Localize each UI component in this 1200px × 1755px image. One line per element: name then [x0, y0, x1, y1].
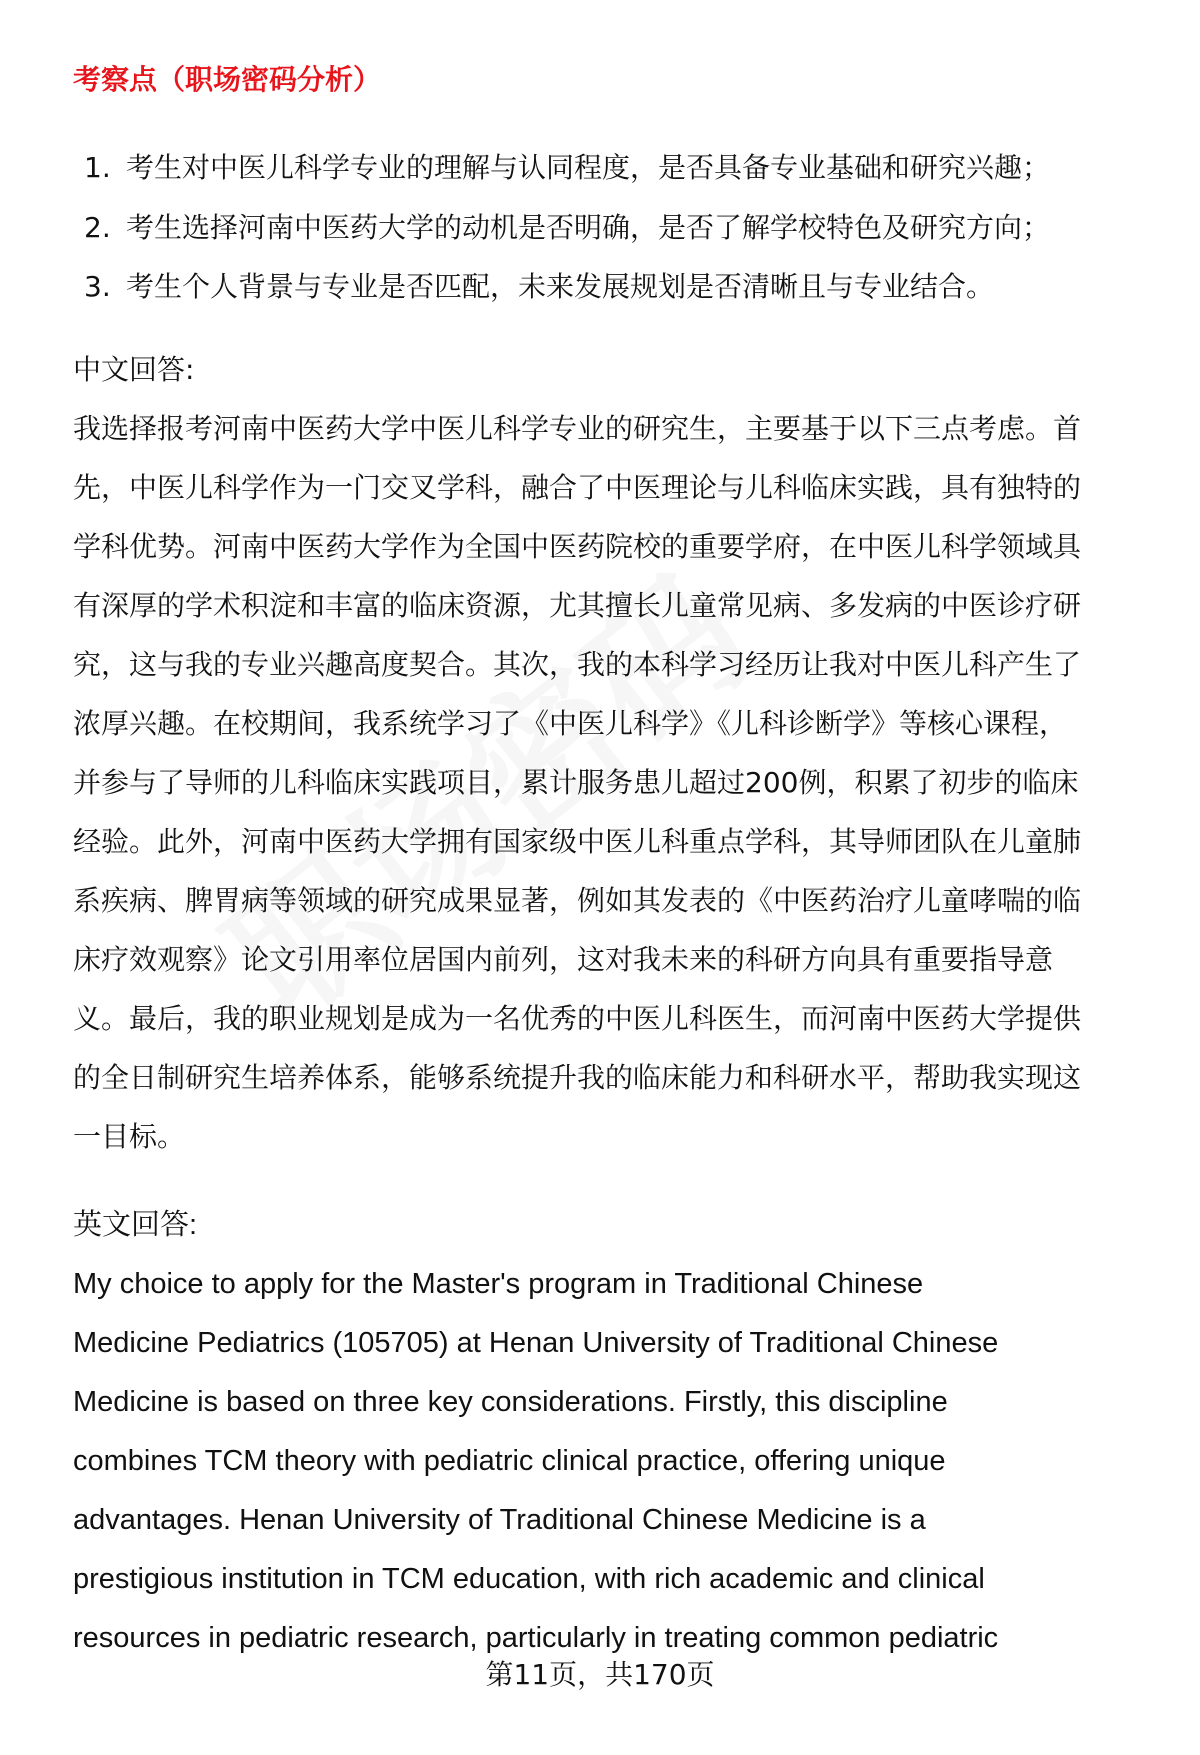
- paragraph-line: 先，中医儿科学作为一门交叉学科，融合了中医理论与儿科临床实践，具有独特的: [73, 471, 1082, 504]
- list-number: 2.: [84, 210, 111, 244]
- list-item: [84, 138, 1050, 198]
- paragraph-line: 一目标。: [73, 1120, 186, 1153]
- paragraph-line: 经验。此外，河南中医药大学拥有国家级中医儿科重点学科，其导师团队在儿童肺: [73, 825, 1082, 858]
- list-text: 考生选择河南中医药大学的动机是否明确，是否了解学校特色及研究方向；: [126, 210, 1051, 244]
- paragraph-line: combines TCM theory with pediatric clinical practice, offering unique: [73, 1445, 946, 1477]
- paragraph-line: 系疾病、脾胃病等领域的研究成果显著，例如其发表的《中医药治疗儿童哮喘的临: [73, 884, 1082, 917]
- page-number: 第11页，共170页: [485, 1658, 715, 1691]
- paragraph-line: 床疗效观察》论文引用率位居国内前列，这对我未来的科研方向具有重要指导意: [73, 943, 1054, 976]
- list-item: [84, 198, 1050, 258]
- paragraph-line: Medicine is based on three key considerations. Firstly, this discipline: [73, 1386, 948, 1418]
- chinese-answer-label: 中文回答:: [73, 353, 195, 386]
- paragraph-line: 浓厚兴趣。在校期间，我系统学习了《中医儿科学》《儿科诊断学》等核心课程，: [73, 707, 1068, 740]
- section-heading: 考察点（职场密码分析）: [73, 63, 382, 96]
- paragraph-line: 我选择报考河南中医药大学中医儿科学专业的研究生，主要基于以下三点考虑。首: [73, 412, 1082, 445]
- paragraph-line: 并参与了导师的儿科临床实践项目，累计服务患儿超过200例，积累了初步的临床: [73, 766, 1079, 799]
- chinese-answer: [73, 340, 1081, 1166]
- paragraph-line: resources in pediatric research, particularly in treating common pediatric: [73, 1622, 999, 1654]
- list-text: 考生个人背景与专业是否匹配，未来发展规划是否清晰且与专业结合。: [126, 270, 995, 303]
- evaluation-points-list: [84, 138, 1050, 317]
- paragraph-line: 究，这与我的专业兴趣高度契合。其次，我的本科学习经历让我对中医儿科产生了: [73, 648, 1082, 681]
- paragraph-line: 有深厚的学术积淀和丰富的临床资源，尤其擅长儿童常见病、多发病的中医诊疗研: [73, 589, 1082, 622]
- paragraph-line: My choice to apply for the Master's program in Traditional Chinese: [73, 1268, 924, 1300]
- english-answer: [73, 1196, 998, 1668]
- paragraph-line: 的全日制研究生培养体系，能够系统提升我的临床能力和科研水平，帮助我实现这: [73, 1061, 1082, 1094]
- paragraph-line: advantages. Henan University of Traditional Chinese Medicine is a: [73, 1504, 926, 1536]
- list-item: [84, 257, 1050, 317]
- paragraph-line: Medicine Pediatrics (105705) at Henan University of Traditional Chinese: [73, 1327, 999, 1359]
- list-number: 1.: [84, 151, 111, 184]
- paragraph-line: 学科优势。河南中医药大学作为全国中医药院校的重要学府，在中医儿科学领域具: [73, 530, 1082, 563]
- list-number: 3.: [84, 270, 111, 303]
- list-text: 考生对中医儿科学专业的理解与认同程度，是否具备专业基础和研究兴趣；: [126, 151, 1051, 184]
- english-answer-label: 英文回答:: [73, 1209, 198, 1241]
- paragraph-line: prestigious institution in TCM education, with rich academic and clinical: [73, 1563, 985, 1595]
- paragraph-line: 义。最后，我的职业规划是成为一名优秀的中医儿科医生，而河南中医药大学提供: [73, 1002, 1082, 1035]
